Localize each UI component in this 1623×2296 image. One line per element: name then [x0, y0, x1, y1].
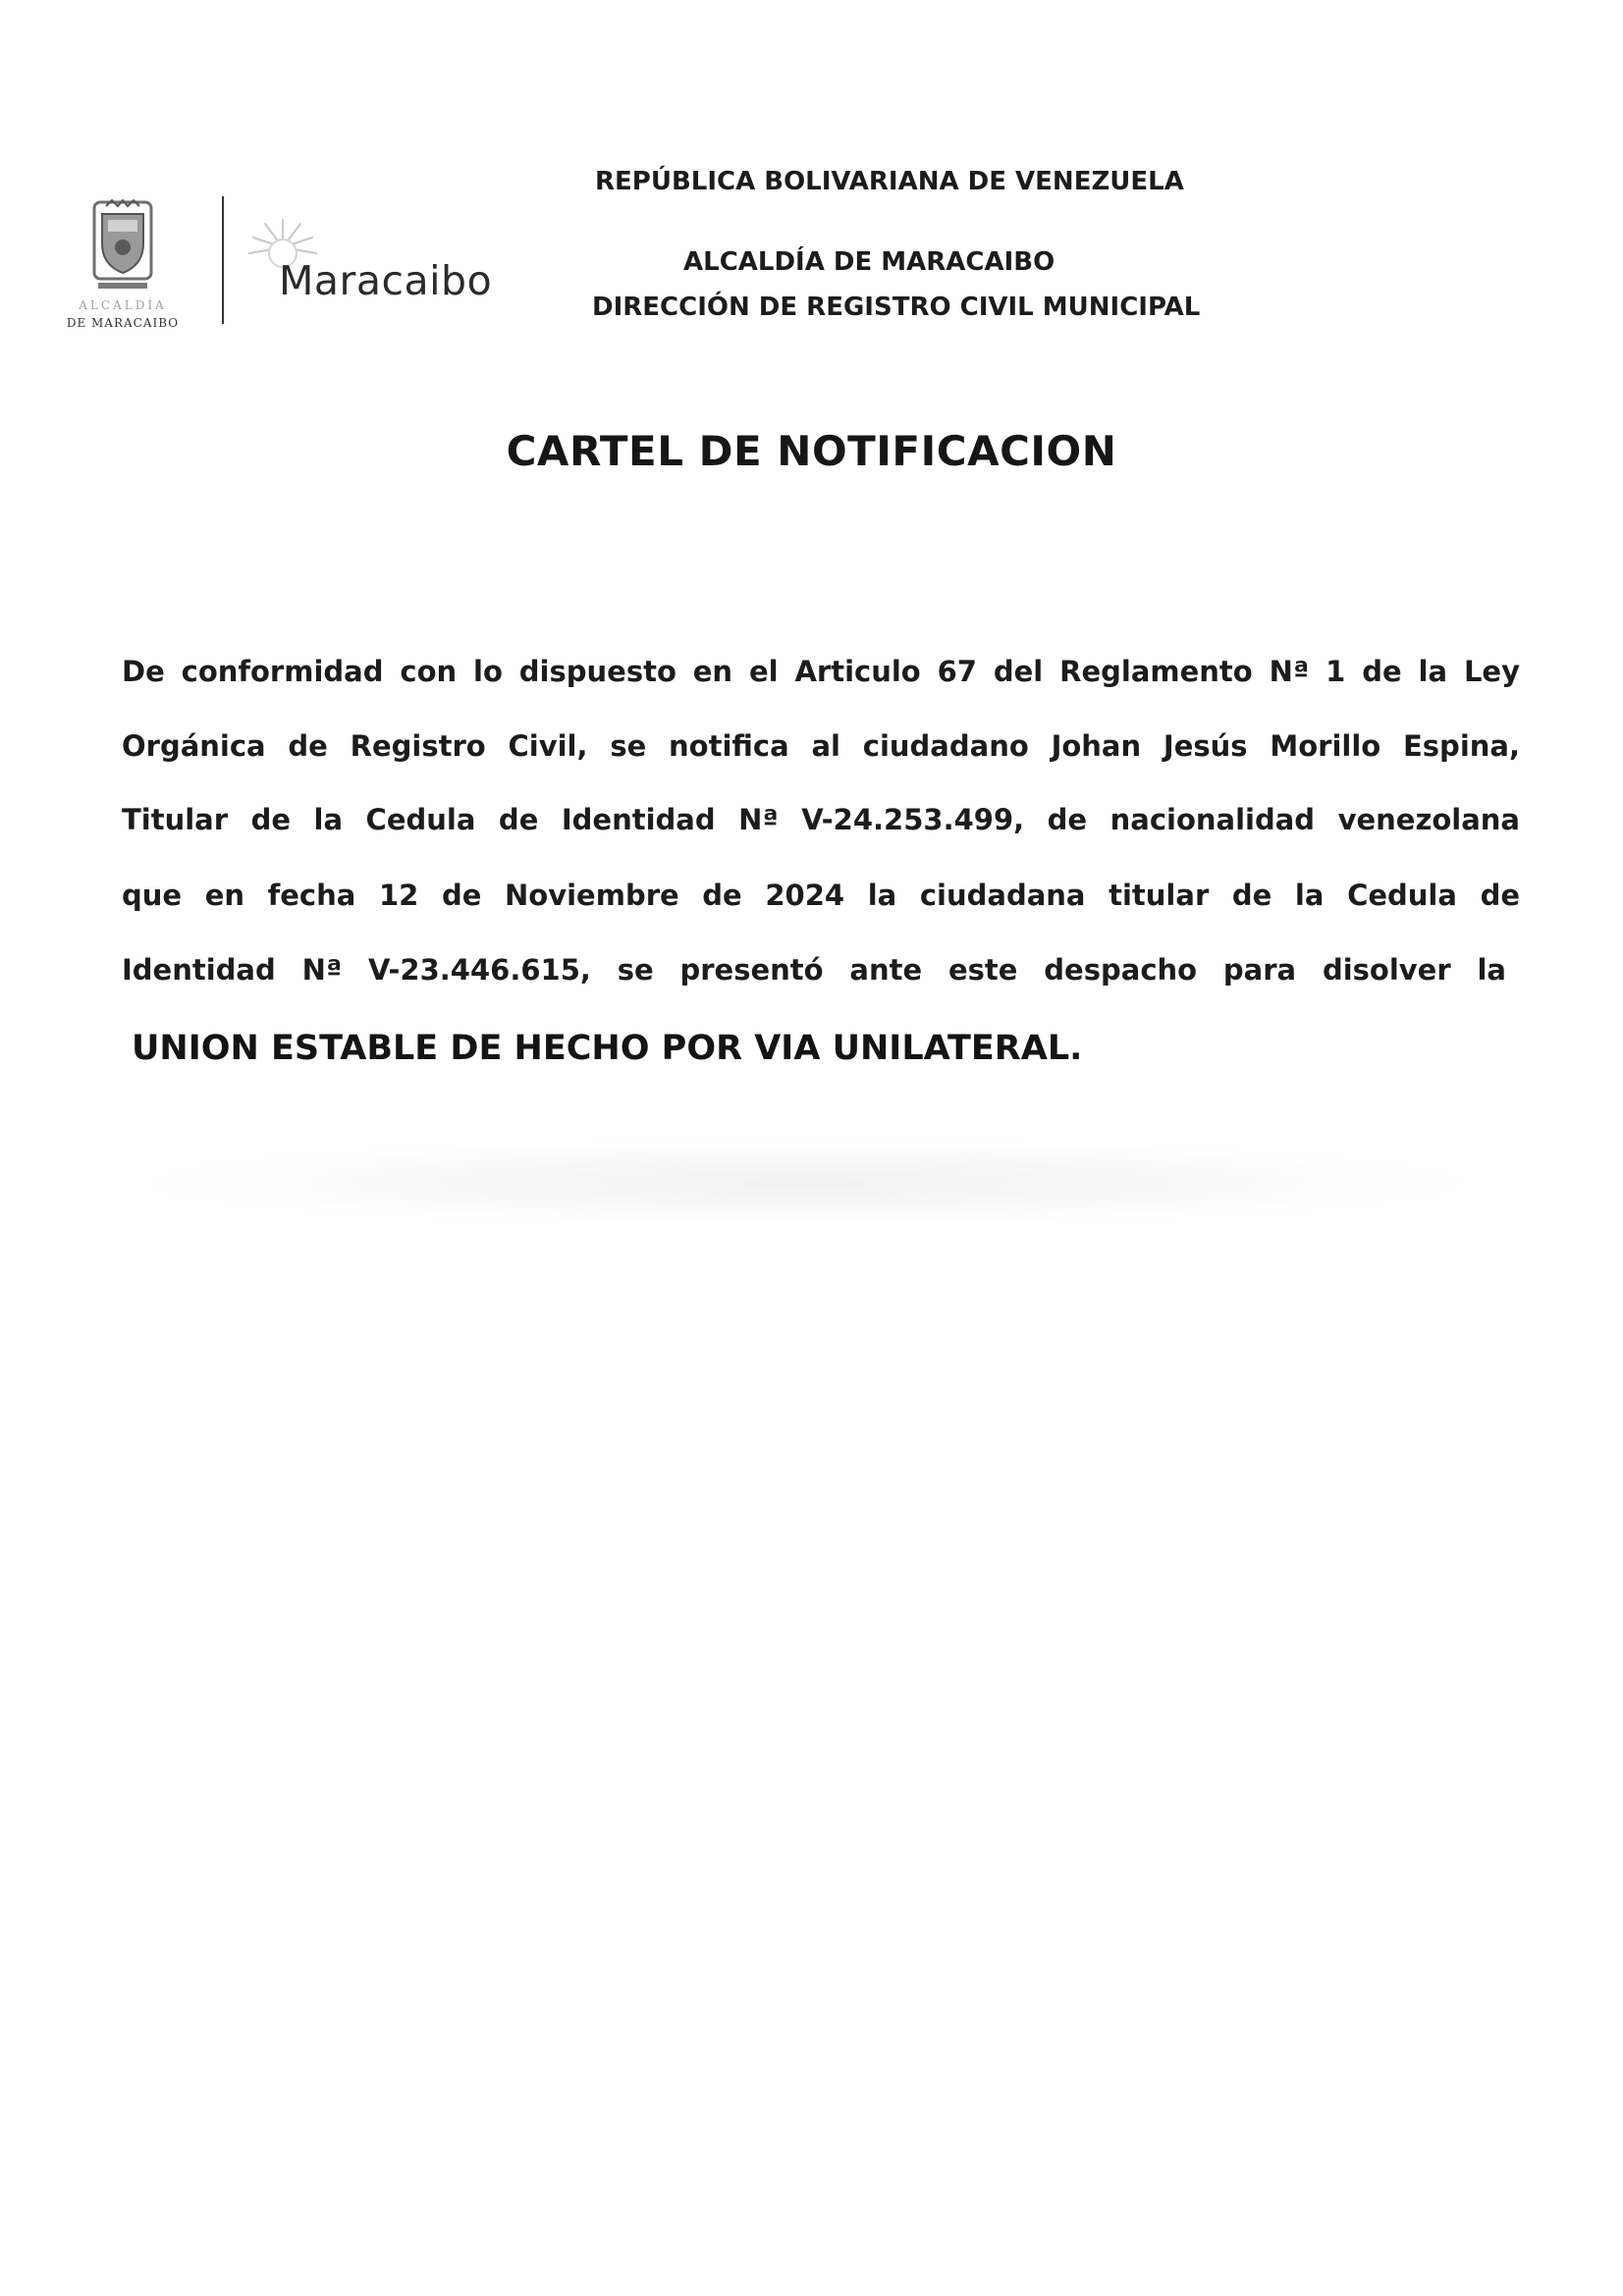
document-title: CARTEL DE NOTIFICACION: [506, 427, 1117, 475]
crest-caption-bottom: DE MARACAIBO: [66, 316, 180, 330]
brand-name: Maracaibo: [279, 257, 493, 304]
scan-smudge: [128, 1139, 1483, 1227]
municipal-crest: [59, 196, 187, 334]
body-line-1: De conformidad con lo dispuesto en el Articulo 67 del Reglamento Nª 1 de la Ley: [122, 655, 1520, 688]
document-conclusion: UNION ESTABLE DE HECHO POR VIA UNILATERAL.: [132, 1029, 1083, 1068]
body-line-3: Titular de la Cedula de Identidad Nª V-24.253.499, de nacionalidad venezolana: [122, 803, 1520, 836]
body-line-4: que en fecha 12 de Noviembre de 2024 la ciudadana titular de la Cedula de: [122, 879, 1520, 912]
body-line-2: Orgánica de Registro Civil, se notifica al ciudadano Johan Jesús Morillo Espina,: [122, 729, 1520, 763]
header-direccion: DIRECCIÓN DE REGISTRO CIVIL MUNICIPAL: [592, 293, 1201, 322]
body-line-5: Identidad Nª V-23.446.615, se presentó ante este despacho para disolver la: [122, 953, 1506, 987]
logo-divider: [222, 196, 224, 324]
crest-caption-top: ALCALDÍA: [79, 298, 167, 312]
coat-of-arms-icon: [88, 196, 157, 294]
header-republic: REPÚBLICA BOLIVARIANA DE VENEZUELA: [595, 167, 1184, 196]
header-alcaldia: ALCALDÍA DE MARACAIBO: [683, 247, 1055, 277]
